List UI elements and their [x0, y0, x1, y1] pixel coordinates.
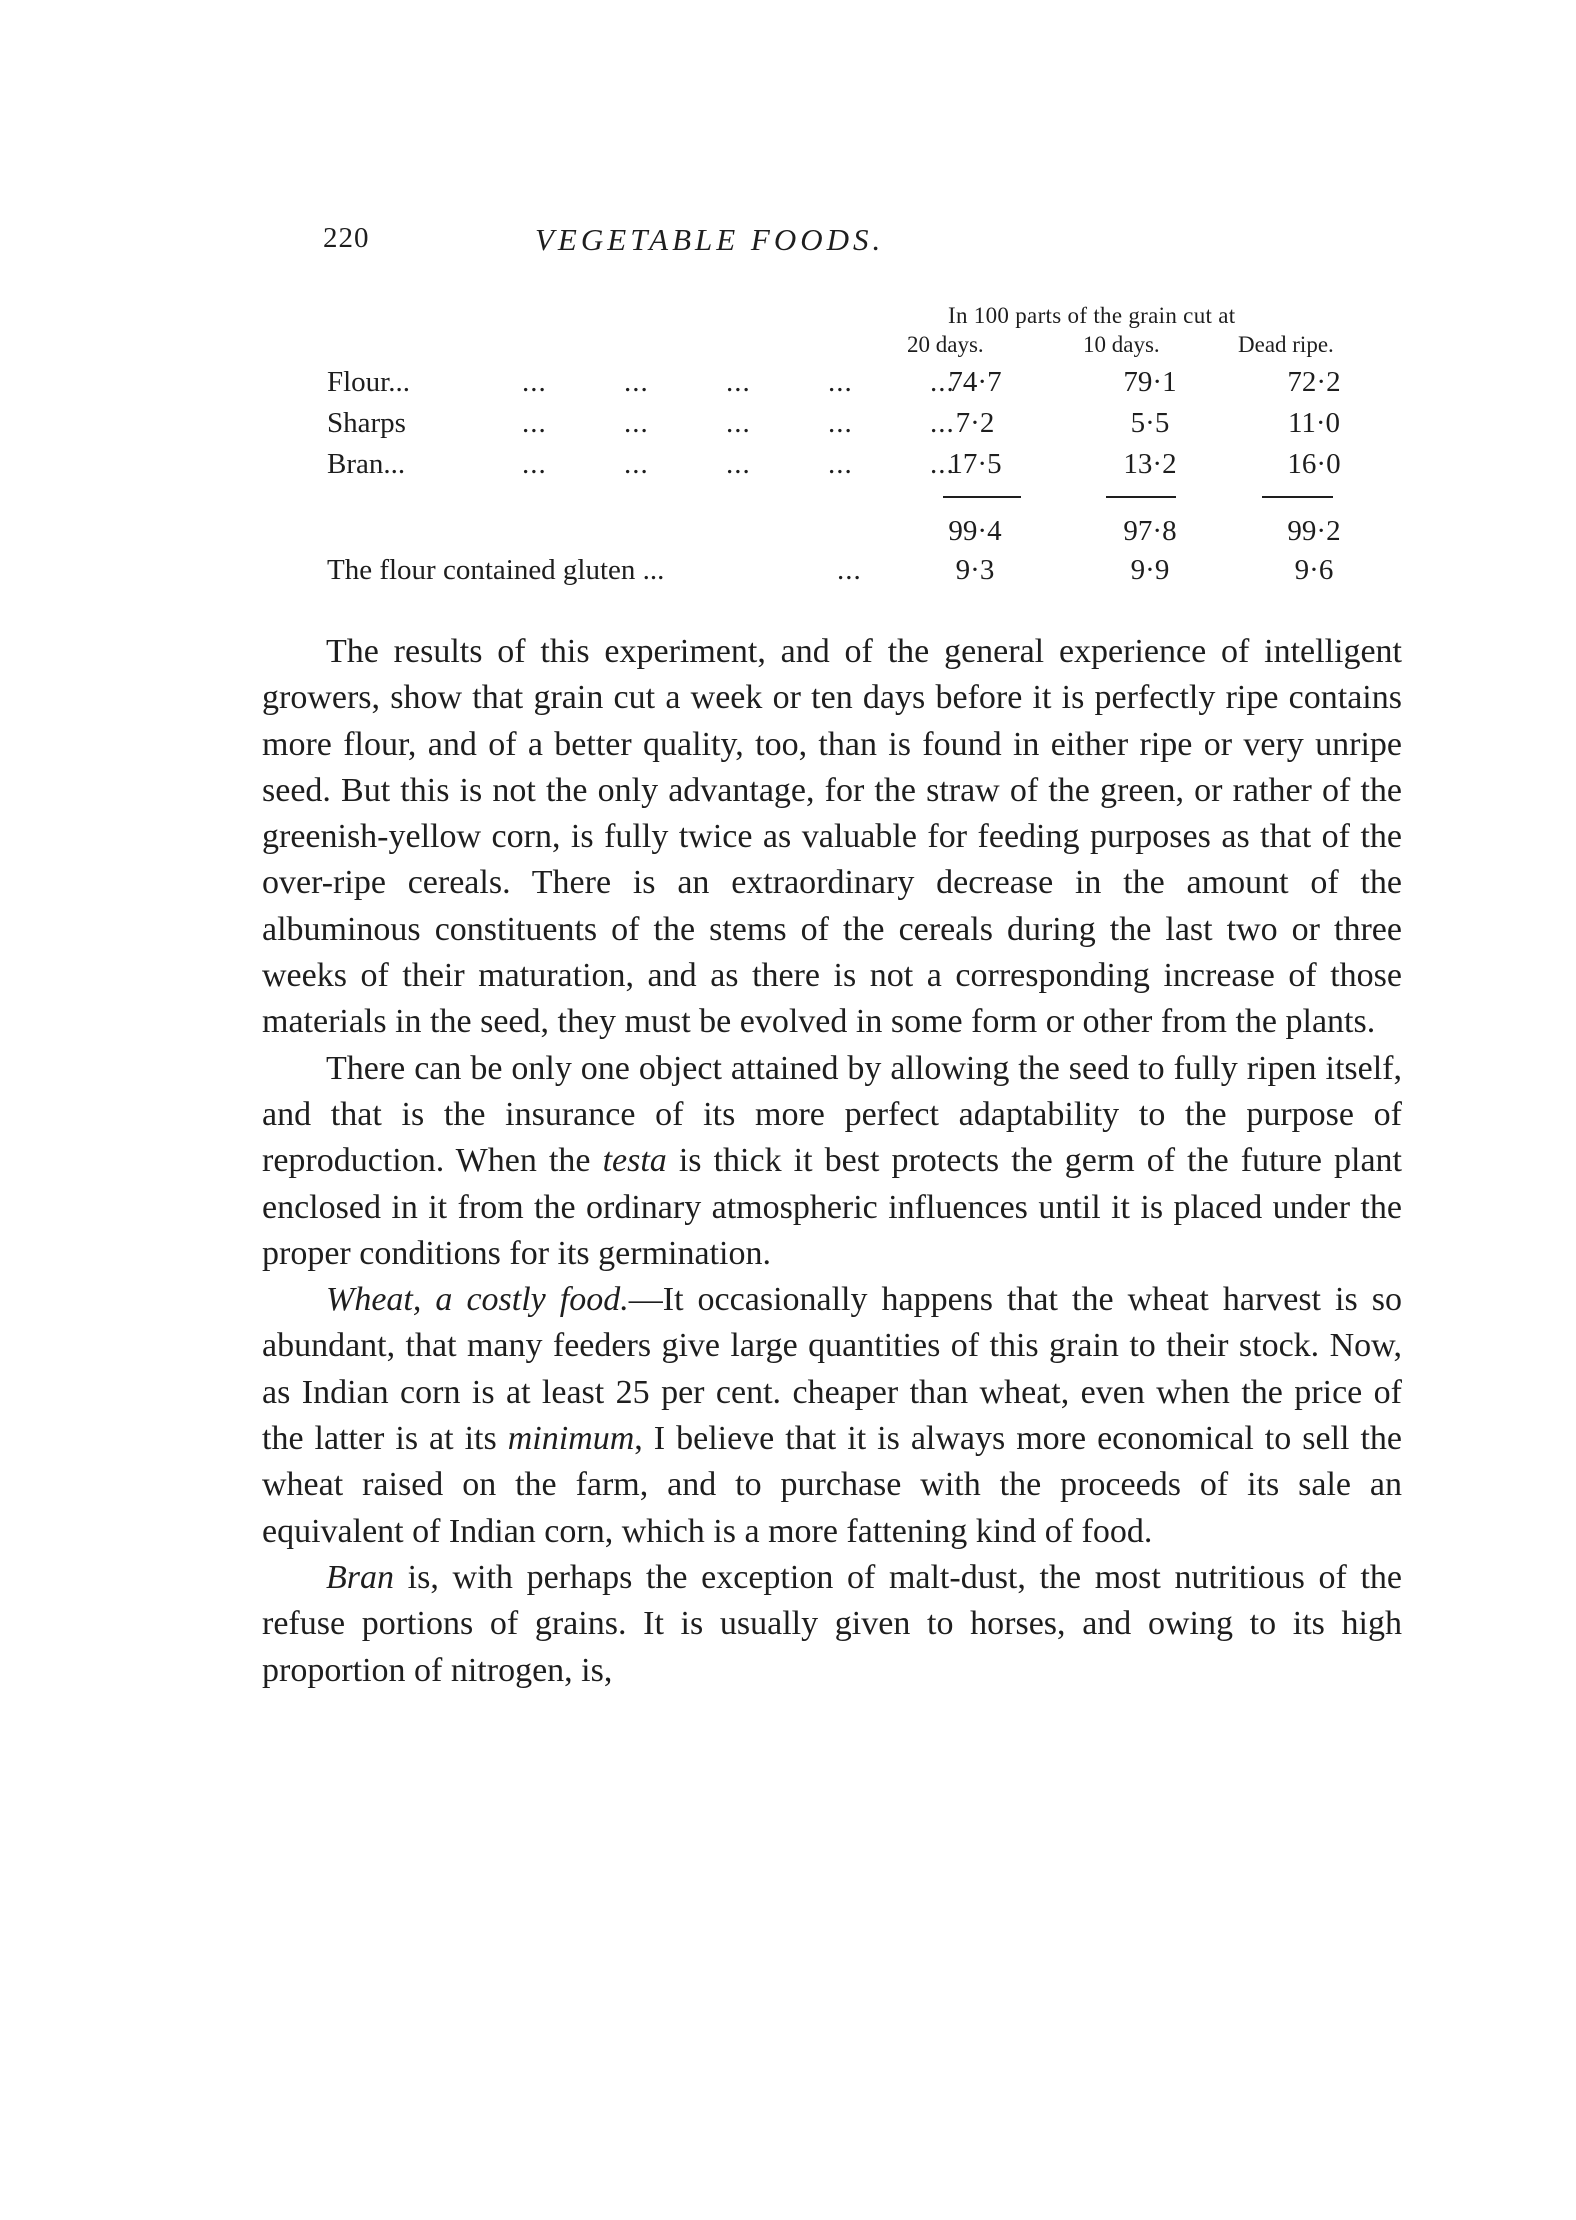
table-cell: 9·3: [955, 554, 995, 586]
paragraph: Bran is, with perhaps the exception of malt-dust, the most nutritious of the refuse portions of grains. It is usually given to horses, and owing to its high proportion of nitrogen, is,: [262, 1558, 1402, 1689]
table-total: 97·8: [1123, 515, 1177, 547]
paragraph: Wheat, a costly food.—It occasionally happens that the wheat harvest is so abundant, that many feeders give large quantities of this grain to their stock. Now, as Indian corn is at least 25 per cent. cheaper than wheat, even when the price of the latter is at its minimum, I believe that it is always more economical to sell the wheat raised on the farm, and to purchase with the proceeds of its sale an equivalent of Indian corn, which is a more fattening kind of food.: [262, 1281, 1402, 1550]
section-heading-bran: Bran: [326, 1558, 394, 1596]
table-row-bran: [327, 448, 1357, 486]
table-cell: 79·1: [1123, 366, 1177, 398]
table-total: 99·2: [1287, 515, 1341, 547]
table-cell: 16·0: [1287, 448, 1341, 480]
column-header-dead-ripe: Dead ripe.: [1238, 332, 1334, 357]
table-cell: 7·2: [955, 407, 995, 439]
leader-dots: ... ... ... ... ...: [522, 448, 955, 480]
page-number: 220: [323, 222, 370, 254]
table-row-flour: [327, 366, 1357, 404]
column-header-20-days: 20 days.: [907, 332, 984, 357]
table-row-gluten: [327, 554, 1357, 592]
paragraph: There can be only one object attained by allowing the seed to fully ripen itself, and that is the insurance of its more perfect adaptability to the purpose of reproduction. When the testa is thick it best protects the germ of the future plant enclosed in it from the ordinary atmospheric influences until it is placed under the proper conditions for its germination.: [262, 1049, 1402, 1272]
table-cell: 9·6: [1294, 554, 1334, 586]
sum-rule: [943, 496, 1021, 498]
leader-dots: ... ... ... ... ...: [522, 407, 955, 439]
running-title: VEGETABLE FOODS.: [535, 222, 885, 257]
row-label: The flour contained gluten ...: [327, 554, 665, 586]
italic-term-minimum: minimum: [507, 1420, 635, 1458]
table-cell: 17·5: [948, 448, 1002, 480]
table-row-sharps: [327, 407, 1357, 445]
table-row-totals: [327, 515, 1357, 553]
table-total: 99·4: [948, 515, 1002, 547]
row-label: Sharps: [327, 407, 406, 439]
sum-rule: [1106, 496, 1176, 498]
column-header-10-days: 10 days.: [1083, 332, 1160, 357]
body-text: [262, 629, 1402, 1694]
italic-term-testa: testa: [602, 1142, 667, 1180]
table-cell: 11·0: [1287, 407, 1341, 439]
page-header: [323, 222, 1363, 272]
table-cell: 9·9: [1130, 554, 1170, 586]
leader-dots: ...: [837, 554, 862, 586]
section-heading-wheat: Wheat, a costly food.: [326, 1281, 629, 1319]
sum-rule: [1262, 496, 1333, 498]
table-cell: 5·5: [1130, 407, 1170, 439]
table-cell: 72·2: [1287, 366, 1341, 398]
leader-dots: ... ... ... ... ...: [522, 366, 955, 398]
table-cell: 13·2: [1123, 448, 1177, 480]
row-label: Bran...: [327, 448, 406, 480]
table-cell: 74·7: [948, 366, 1002, 398]
row-label: Flour...: [327, 366, 410, 398]
paragraph: The results of this experiment, and of the general experience of intelligent growers, show that grain cut a week or ten days before it is perfectly ripe contains more flour, and of a better quality, too, than is found in either ripe or very unripe seed. But this is not the only advantage, for the straw of the green, or rather of the greenish-yellow corn, is fully twice as valuable for feeding purposes as that of the over-ripe cereals. There is an extraordinary decrease in the amount of the albuminous constituents of the stems of the cereals during the last two or three weeks of their maturation, and as there is not a corresponding increase of those materials in the seed, they must be evolved in some form or other from the plants.: [262, 633, 1402, 1041]
table-caption: In 100 parts of the grain cut at: [948, 303, 1236, 328]
